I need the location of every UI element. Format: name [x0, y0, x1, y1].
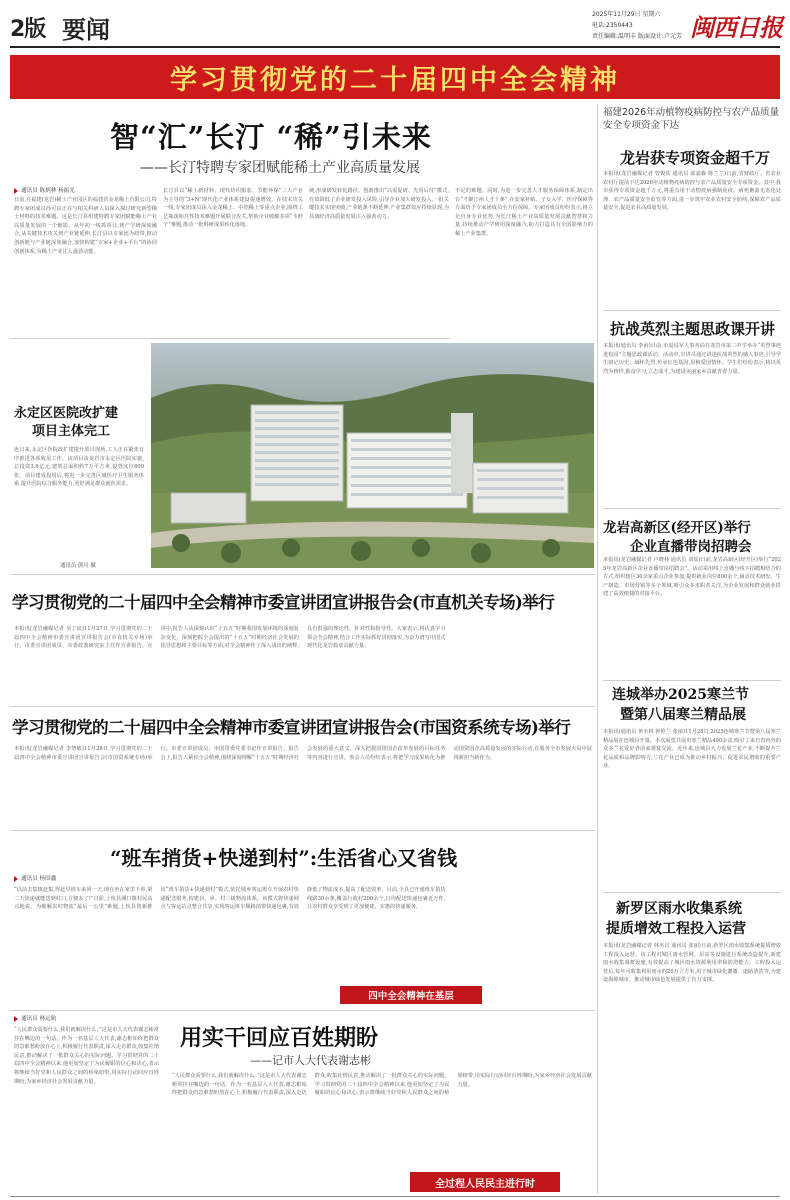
divider: [10, 1010, 595, 1011]
main-story-subtitle: ——长汀特聘专家团赋能稀土产业高质量发展: [140, 160, 420, 176]
section-name: 要闻: [62, 16, 110, 44]
divider: [603, 680, 781, 681]
column-divider: [597, 104, 598, 1194]
news5-title-line1: 新罗区雨水收集系统: [616, 901, 742, 917]
bottom-label: 全过程人民民主进行时: [410, 1172, 560, 1192]
report1-title: 学习贯彻党的二十届四中全会精神市委宣讲团宣讲报告会(市直机关专场)举行: [12, 592, 555, 612]
phone-line: 电话:2350443: [592, 22, 633, 29]
banner-title: 学习贯彻党的二十届四中全会精神: [170, 64, 620, 96]
report2-title: 学习贯彻党的二十届四中全会精神市委宣讲团宣讲报告会(市国资系统专场)举行: [12, 717, 571, 737]
rep-article-subtitle: ——记市人大代表谢志彬: [250, 1054, 371, 1067]
news5-title-line2: 提质增效工程投入运营: [606, 921, 746, 937]
divider: [10, 338, 450, 339]
divider: [10, 830, 595, 831]
main-story-title: 智“汇”长汀 “稀”引未来: [110, 120, 432, 154]
main-story-col4: 不足的难题。同时,为进一步完善人才服务保障体系,制定出台“才聚汀州人才十条”,在安家补贴、子女入学、医疗保障等方面给予专家团成员全方位保障。专家团成员纷纷表示,将立足自身专业优势,为长汀稀土产业高质量发展贡献智慧和力量,持续推动产学研用深度融合,助力打造具有全国影响力的稀土产业集群。: [455, 188, 593, 237]
date-line: 2025年11月29日 星期六: [592, 11, 661, 18]
news5-body: 本报讯(龙岩融媒记者 林巫昌 通讯员 张丽)日前,新罗区雨水收集系统提质增效工程投入运营。该工程对城区雨水管网、泵站等设施进行系统改造提升,新建雨水收集调蓄设施,有效提高了城区雨水资源利用率和防涝能力。工程投入运营后,每年可收集利用雨水约20万立方米,用于城市绿化灌溉、道路清洗等,为建设海绵城市、推动城市绿色发展提供了有力支撑。: [603, 943, 781, 984]
divider: [603, 892, 781, 893]
hospital-body: 连日来,永定区医院改扩建提升项目现场,工人正在紧张有序推进各项收尾工作。该项目由龙岩市永定区医院实施,总投资3.6亿元,建筑总面积约7万平方米,设置床位600张。项目建成投用后,将进一步完善区域医疗卫生服务体系,提升医院综合服务能力,更好满足群众就医需求。: [14, 447, 144, 488]
rep-article-col1: “人民群众需要什么,我们就解决什么。”这是市人大代表谢志彬常挂在嘴边的一句话。作为一名基层人大代表,谢志彬始终把群众的急难愁盼放在心上,积极履行代表职责,深入走访群众,收集社情民意,推动解决了一批群众关心的实际问题。学习贯彻党的二十届四中全会精神以来,他更加坚定了为民履职的信心和决心,表示将继续当好党和人民群众之间的桥梁纽带,用实际行动回应百姓期盼,为家乡经济社会发展贡献力量。: [14, 1027, 159, 1085]
consumption-article-byline: 通讯员 杨国鑫: [14, 874, 56, 882]
main-story-byline: 通讯员 陈炳林 杨振光: [14, 186, 75, 194]
consumption-article-body: “以前去集镇赶集,得赶早班车来回一天,现在坐在家里下单,第二天快递就能送到村口,方便多了!”日前,上杭县溪口镇村民高兴地说。为破解农村物流“最后一公里”难题,上杭县创新推出“班车捎货+快递到村”模式,依托城乡客运班车开展农村快递配送服务,构建县、乡、村三级物流体系。该模式将快递网点与客运站点整合共享,实现客运班车顺路捎带快递包裹,有效降低了物流成本,提高了配送效率。目前,全县已开通班车捎货线路30余条,覆盖行政村200余个,日均配送快递包裹近万件,让农村群众享受到了更加便捷、实惠的快递服务。: [14, 887, 446, 911]
news4-title-line2: 暨第八届寒兰精品展: [620, 707, 746, 723]
news1-title: 龙岩获专项资金超千万: [620, 149, 771, 167]
theme-banner: [10, 55, 780, 99]
footer-rule: [10, 1196, 780, 1197]
news4-title-line1: 连城举办2025寒兰节: [612, 687, 749, 703]
page-number: 2版: [10, 17, 46, 42]
grassroots-label: 四中全会精神在基层: [340, 986, 482, 1004]
main-story-col1: 日前,在福建(龙岩)稀土产业园区的福建省金龙稀土有限公司,特聘专家团成员孙可良正在与相关科研人员深入探讨研究新型稀土材料的技术难题。这是长汀县组建特聘专家团赋能稀土产业高质量发展的一个缩影。从年初一线抓项目,到产学研深度融合,从关键技术攻关到产业链延伸,长汀县以专家团为纽带,推动创新链与产业链深度融合,加快构建“专家+企业+平台”的协同创新体系,为稀土产业注入强劲动能。: [14, 197, 157, 255]
hospital-title-line2: 项目主体完工: [32, 424, 111, 439]
hospital-photo: [151, 343, 594, 568]
report2-body: 本报讯(龙岩融媒记者 李慧敏)11月28日,学习贯彻党的二十届四中全会精神市委宣讲团宣讲报告会(市国资系统专场)举行。市委宣讲团成员、市国资委党委书记作宣讲报告。报告会上,报告人紧扣全会精神,围绕深刻理解“十五五”时期经济社会发展的重大意义、深入把握国资国企改革发展的目标任务等内容进行宣讲。参会人员纷纷表示,将把学习成果转化为推动国资国企高质量发展的实际行动,在服务全市发展大局中展现新担当新作为。: [14, 746, 592, 761]
hospital-title-line1: 永定区医院改扩建: [14, 406, 119, 421]
masthead-logo: 闽西日报: [690, 13, 782, 42]
news3-title-line1: 龙岩高新区(经开区)举行: [603, 520, 751, 536]
right-lead: [603, 106, 781, 132]
news1-body: 本报讯(龙岩融媒记者 曾俊钦 通讯员 邱嘉森 陈兰兰)日前,省财政厅、省农业农村厅提前下达2026年动植物疫病防控与农产品质量安全专项资金。其中,我市获得专项资金超千万元,将重点用于动物疫病强制免疫、病死畜禽无害化处理、农产品质量安全监管等方面,进一步筑牢农业农村安全防线,保障农产品质量安全,促进农业高质量发展。: [603, 171, 781, 212]
main-story-col2: 长汀县以“稀土新材料、现代纺织服装、节能环保”三大产业为主导的“3+N”现代化产业体系建设提速增效。在技术攻关一线,专家团成员深入金龙稀土、中铝稀土等重点企业,围绕工艺瓶颈和共性技术难题开展联合攻关,帮助企业破解多项“卡脖子”难题,推动一批科研成果转化落地。: [163, 188, 303, 229]
report1-body: 本报讯(龙岩融媒记者 吴丁宸)11月27日,学习贯彻党的二十届四中全会精神市委宣讲团宣讲报告会(市直机关专场)举行。市委宣讲团成员、市委政策研究室主任作宣讲报告。宣讲中,报告人从深刻认识“十五五”时期我国发展环境的深刻复杂变化、深刻把握全会提出的“十五五”时期经济社会发展的指导思想和主要目标等方面,对全会精神作了深入浅出的阐释,具有很强的理论性、针对性和指导性。大家表示,将认真学习领会全会精神,结合工作实际抓好贯彻落实,为奋力谱写中国式现代化龙岩篇章贡献力量。: [14, 626, 446, 650]
divider: [603, 310, 781, 311]
divider: [10, 706, 595, 707]
main-story-col3: 统,形成研发转化路径。创新推出“以需促研、先用后付”模式,有效降低了企业研发投入风险,引导企业加大研发投入,一批关键技术实现突破,产业链条不断延伸,产业集群效应持续显现,为县域经济高质量发展注入强劲动力。: [309, 188, 449, 220]
news2-title: 抗战英烈主题思政课开讲: [610, 320, 776, 338]
divider: [10, 574, 595, 575]
rep-article-title: 用实干回应百姓期盼: [180, 1025, 379, 1051]
rep-article-body: “人民群众需要什么,我们就解决什么。”这是市人大代表谢志彬常挂在嘴边的一句话。作为一名基层人大代表,谢志彬始终把群众的急难愁盼放在心上,积极履行代表职责,深入走访群众,收集社情民意,推动解决了一批群众关心的实际问题。学习贯彻党的二十届四中全会精神以来,他更加坚定了为民履职的信心和决心,表示将继续当好党和人民群众之间的桥梁纽带,用实际行动回应百姓期盼,为家乡经济社会发展贡献力量。: [172, 1073, 592, 1097]
header-rule: [10, 46, 780, 48]
rep-article-byline: 通讯员 林远航: [14, 1014, 56, 1022]
news4-body: 本报讯(通讯员 黄水林 钟艳兰 张丽)11月28日,2025连城寒兰节暨第八届寒兰精品展在连城县开幕。本次展览共展出寒兰精品400余盆,吸引了来自省内外的众多兰花爱好者前来观赏交流。近年来,连城县大力发展兰花产业,不断提升兰花品质和品牌影响力,兰花产业已成为推动乡村振兴、促进农民增收的重要产业。: [603, 729, 781, 770]
right-lead-text: 福建2026年动植物疫病防控与农产品质量安全专项资金下达: [603, 107, 780, 131]
page-header: [0, 0, 790, 52]
news3-body: 本报讯(龙岩融媒记者 卢晓林 通讯员 刘瑶)日前,龙岩高新区(经开区)举行“2025年龙岩高新区企业直播带岗招聘会”。活动采用线上直播与线下招聘相结合的方式,组织辖区30余家重点企业参加,提供就业岗位800余个,涵盖技术研发、生产制造、市场营销等多个领域,吸引众多求职者关注,为企业发展和群众就业搭建了高效便捷的对接平台。: [603, 557, 781, 598]
consumption-article-title: “班车捎货+快递到村”:生活省心又省钱: [110, 846, 458, 870]
divider: [603, 508, 781, 509]
editor-line: 责任编辑:温明丰 版面设计:卢元芳: [592, 33, 682, 40]
hospital-aerial-image: [151, 343, 594, 568]
news2-body: 本报讯(通讯员 李俞)日前,市退役军人事务局在龙岩市第二中学举办“英烈事迹进校园”主题思政课活动。活动中,宣讲员通过讲述抗战英烈的感人事迹,引导学生铭记历史、缅怀先烈,传承红色基因,厚植爱国情怀。学生们纷纷表示,将以英烈为榜样,勤奋学习,立志成才,为建设美丽家乡贡献青春力量。: [603, 343, 781, 375]
hospital-photo-credit: 通讯员 熊川 摄: [60, 563, 96, 569]
news3-title-line2: 企业直播带岗招聘会: [630, 539, 752, 555]
